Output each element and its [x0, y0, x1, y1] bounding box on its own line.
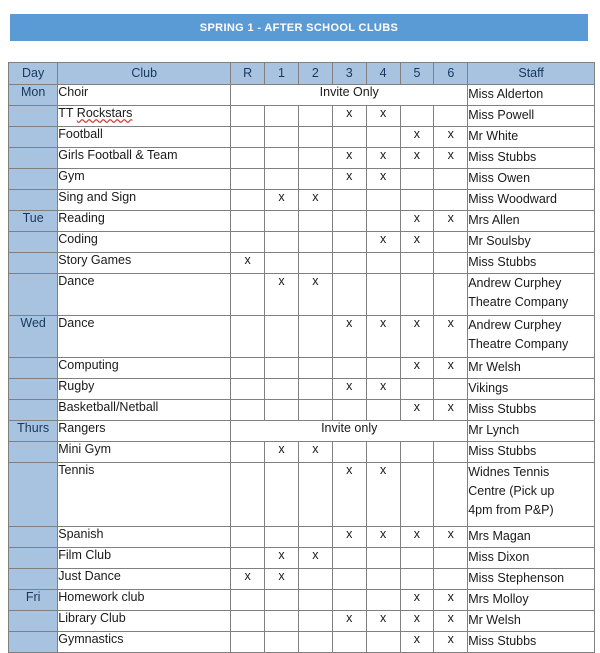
year-tick-4: x — [366, 106, 400, 127]
year-cell-5 — [400, 548, 434, 569]
year-cell-2 — [298, 590, 332, 611]
staff-cell — [468, 232, 595, 253]
staff-line: Miss Stubbs — [468, 150, 537, 164]
table-row — [9, 232, 595, 253]
table-row — [9, 274, 595, 316]
club-name-cell: Gymnastics — [58, 632, 231, 653]
day-cell-empty — [9, 611, 58, 632]
year-cell-2 — [298, 463, 332, 527]
year-cell-2 — [298, 632, 332, 653]
year-tick-6: x — [434, 590, 468, 611]
year-cell-3 — [332, 569, 366, 590]
year-cell-r — [231, 611, 265, 632]
year-cell-3 — [332, 190, 366, 211]
staff-line: Mrs Allen — [468, 213, 520, 227]
day-cell-empty — [9, 232, 58, 253]
column-header-year-5: 5 — [400, 63, 434, 85]
year-cell-3 — [332, 127, 366, 148]
year-cell-2 — [298, 358, 332, 379]
year-tick-r: x — [231, 569, 265, 590]
staff-line: Mr Soulsby — [468, 234, 531, 248]
club-name-cell: Story Games — [58, 253, 231, 274]
year-cell-2 — [298, 379, 332, 400]
club-name-cell: Rugby — [58, 379, 231, 400]
day-cell-empty — [9, 442, 58, 463]
staff-cell — [468, 632, 595, 653]
year-cell-6 — [434, 190, 468, 211]
day-cell-empty — [9, 253, 58, 274]
year-tick-6: x — [434, 611, 468, 632]
staff-cell — [468, 253, 595, 274]
club-name-cell: Girls Football & Team — [58, 148, 231, 169]
year-cell-r — [231, 379, 265, 400]
staff-cell — [468, 106, 595, 127]
year-cell-2 — [298, 232, 332, 253]
page-title-banner — [10, 14, 588, 41]
staff-line: Miss Stubbs — [468, 444, 537, 458]
staff-cell — [468, 442, 595, 463]
year-cell-6 — [434, 569, 468, 590]
table-row — [9, 169, 595, 190]
column-header-staff: Staff — [468, 63, 595, 85]
staff-line: Theatre Company — [468, 337, 569, 351]
year-cell-2 — [298, 316, 332, 358]
table-row — [9, 463, 595, 527]
year-cell-1 — [265, 316, 299, 358]
year-cell-1 — [265, 632, 299, 653]
year-tick-4: x — [366, 463, 400, 527]
year-cell-2 — [298, 169, 332, 190]
year-tick-3: x — [332, 463, 366, 527]
year-cell-1 — [265, 611, 299, 632]
staff-cell — [468, 569, 595, 590]
staff-cell — [468, 148, 595, 169]
year-tick-2: x — [298, 442, 332, 463]
staff-cell — [468, 211, 595, 232]
year-tick-3: x — [332, 316, 366, 358]
year-cell-4 — [366, 548, 400, 569]
year-tick-3: x — [332, 148, 366, 169]
year-tick-5: x — [400, 211, 434, 232]
day-cell-empty — [9, 400, 58, 421]
year-cell-r — [231, 590, 265, 611]
table-row — [9, 253, 595, 274]
club-name-cell: Rangers — [58, 421, 231, 442]
year-cell-1 — [265, 527, 299, 548]
day-cell-empty — [9, 463, 58, 527]
year-cell-6 — [434, 548, 468, 569]
day-cell-empty — [9, 190, 58, 211]
year-cell-6 — [434, 232, 468, 253]
table-row — [9, 632, 595, 653]
year-tick-4: x — [366, 148, 400, 169]
year-tick-6: x — [434, 358, 468, 379]
club-name-cell: Film Club — [58, 548, 231, 569]
year-cell-6 — [434, 442, 468, 463]
year-cell-2 — [298, 211, 332, 232]
club-name-cell: Gym — [58, 169, 231, 190]
table-row — [9, 569, 595, 590]
column-header-year-4: 4 — [366, 63, 400, 85]
day-cell-empty — [9, 527, 58, 548]
page-title: SPRING 1 - AFTER SCHOOL CLUBS — [199, 21, 399, 34]
staff-line: Mr White — [468, 129, 519, 143]
club-name-cell: Coding — [58, 232, 231, 253]
clubs-table-container — [8, 62, 595, 653]
year-tick-5: x — [400, 358, 434, 379]
staff-cell — [468, 548, 595, 569]
table-row — [9, 442, 595, 463]
year-cell-r — [231, 400, 265, 421]
year-cell-4 — [366, 590, 400, 611]
year-cell-4 — [366, 569, 400, 590]
year-cell-r — [231, 527, 265, 548]
year-cell-4 — [366, 632, 400, 653]
year-tick-3: x — [332, 527, 366, 548]
year-cell-1 — [265, 253, 299, 274]
year-cell-4 — [366, 127, 400, 148]
table-header-row — [9, 63, 595, 85]
staff-line: Mrs Molloy — [468, 592, 529, 606]
staff-line: Widnes Tennis — [468, 465, 550, 479]
staff-cell — [468, 379, 595, 400]
year-cell-6 — [434, 253, 468, 274]
table-row — [9, 548, 595, 569]
year-cell-r — [231, 190, 265, 211]
day-cell-empty — [9, 169, 58, 190]
year-tick-r: x — [231, 253, 265, 274]
year-tick-6: x — [434, 148, 468, 169]
year-cell-3 — [332, 274, 366, 316]
club-name-cell: Dance — [58, 316, 231, 358]
year-tick-1: x — [265, 548, 299, 569]
year-tick-6: x — [434, 632, 468, 653]
staff-cell — [468, 463, 595, 527]
table-row — [9, 85, 595, 106]
staff-cell — [468, 590, 595, 611]
year-cell-4 — [366, 211, 400, 232]
year-cell-2 — [298, 253, 332, 274]
day-cell-empty — [9, 106, 58, 127]
year-cell-5 — [400, 106, 434, 127]
year-cell-4 — [366, 442, 400, 463]
year-cell-5 — [400, 169, 434, 190]
day-cell-empty — [9, 358, 58, 379]
club-name-cell: Tennis — [58, 463, 231, 527]
staff-line: Mr Lynch — [468, 423, 520, 437]
year-cell-1 — [265, 358, 299, 379]
year-tick-2: x — [298, 548, 332, 569]
year-tick-3: x — [332, 169, 366, 190]
column-header-year-r: R — [231, 63, 265, 85]
staff-line: Miss Powell — [468, 108, 535, 122]
day-cell-empty — [9, 274, 58, 316]
year-cell-1 — [265, 379, 299, 400]
year-cell-3 — [332, 442, 366, 463]
invite-only-note: Invite only — [231, 421, 468, 442]
staff-line: 4pm from P&P) — [468, 503, 554, 517]
staff-line: Mr Welsh — [468, 613, 521, 627]
year-cell-2 — [298, 611, 332, 632]
staff-line: Centre (Pick up — [468, 484, 555, 498]
year-cell-1 — [265, 232, 299, 253]
club-name-cell: Mini Gym — [58, 442, 231, 463]
club-name-cell: Computing — [58, 358, 231, 379]
staff-cell — [468, 190, 595, 211]
club-name-cell: Dance — [58, 274, 231, 316]
staff-cell — [468, 358, 595, 379]
year-cell-r — [231, 442, 265, 463]
year-cell-6 — [434, 274, 468, 316]
staff-cell — [468, 127, 595, 148]
club-name-cell: Basketball/Netball — [58, 400, 231, 421]
year-cell-5 — [400, 442, 434, 463]
year-cell-2 — [298, 127, 332, 148]
year-tick-2: x — [298, 190, 332, 211]
day-cell-empty — [9, 127, 58, 148]
year-tick-5: x — [400, 611, 434, 632]
year-tick-6: x — [434, 527, 468, 548]
year-cell-r — [231, 274, 265, 316]
year-tick-3: x — [332, 611, 366, 632]
year-cell-3 — [332, 358, 366, 379]
year-cell-5 — [400, 379, 434, 400]
staff-line: Miss Alderton — [468, 87, 544, 101]
year-cell-6 — [434, 106, 468, 127]
year-cell-3 — [332, 590, 366, 611]
year-cell-1 — [265, 463, 299, 527]
invite-only-note: Invite Only — [231, 85, 468, 106]
year-cell-5 — [400, 463, 434, 527]
year-cell-4 — [366, 400, 400, 421]
year-cell-1 — [265, 590, 299, 611]
table-row — [9, 316, 595, 358]
year-cell-4 — [366, 274, 400, 316]
year-cell-5 — [400, 190, 434, 211]
year-tick-1: x — [265, 569, 299, 590]
club-name-cell: Spanish — [58, 527, 231, 548]
after-school-clubs-table — [8, 62, 595, 653]
column-header-year-3: 3 — [332, 63, 366, 85]
table-row — [9, 190, 595, 211]
staff-line: Mrs Magan — [468, 529, 531, 543]
year-cell-2 — [298, 400, 332, 421]
staff-line: Miss Stubbs — [468, 255, 537, 269]
club-name-cell: TT Rockstars — [58, 106, 231, 127]
club-name-cell: Library Club — [58, 611, 231, 632]
year-cell-1 — [265, 400, 299, 421]
year-tick-4: x — [366, 527, 400, 548]
year-cell-3 — [332, 548, 366, 569]
staff-line: Miss Woodward — [468, 192, 557, 206]
table-row — [9, 611, 595, 632]
year-cell-1 — [265, 127, 299, 148]
staff-line: Miss Dixon — [468, 550, 530, 564]
year-cell-2 — [298, 527, 332, 548]
staff-cell — [468, 400, 595, 421]
staff-line: Miss Stubbs — [468, 634, 537, 648]
misspelled-word: Rockstars — [76, 106, 133, 120]
year-tick-4: x — [366, 232, 400, 253]
club-name-cell: Choir — [58, 85, 231, 106]
year-cell-2 — [298, 148, 332, 169]
year-tick-5: x — [400, 632, 434, 653]
year-cell-r — [231, 169, 265, 190]
year-tick-1: x — [265, 190, 299, 211]
year-cell-5 — [400, 569, 434, 590]
staff-cell — [468, 527, 595, 548]
year-tick-6: x — [434, 127, 468, 148]
table-row — [9, 527, 595, 548]
year-tick-5: x — [400, 127, 434, 148]
day-cell-empty — [9, 632, 58, 653]
year-cell-r — [231, 127, 265, 148]
club-name-cell: Football — [58, 127, 231, 148]
year-tick-4: x — [366, 169, 400, 190]
table-row — [9, 211, 595, 232]
year-cell-3 — [332, 632, 366, 653]
table-row — [9, 421, 595, 442]
year-cell-3 — [332, 400, 366, 421]
table-row — [9, 358, 595, 379]
year-cell-1 — [265, 106, 299, 127]
day-cell: Tue — [9, 211, 58, 232]
year-tick-5: x — [400, 527, 434, 548]
year-cell-r — [231, 232, 265, 253]
year-tick-4: x — [366, 316, 400, 358]
club-name-cell: Just Dance — [58, 569, 231, 590]
year-tick-3: x — [332, 106, 366, 127]
year-cell-r — [231, 148, 265, 169]
staff-cell — [468, 169, 595, 190]
year-tick-2: x — [298, 274, 332, 316]
table-row — [9, 106, 595, 127]
table-body — [9, 85, 595, 653]
year-tick-6: x — [434, 211, 468, 232]
year-cell-5 — [400, 274, 434, 316]
year-cell-6 — [434, 169, 468, 190]
year-tick-1: x — [265, 442, 299, 463]
column-header-year-2: 2 — [298, 63, 332, 85]
staff-line: Miss Stephenson — [468, 571, 565, 585]
year-tick-4: x — [366, 379, 400, 400]
year-cell-r — [231, 106, 265, 127]
staff-cell — [468, 421, 595, 442]
year-cell-2 — [298, 106, 332, 127]
year-cell-r — [231, 358, 265, 379]
year-cell-5 — [400, 253, 434, 274]
day-cell: Mon — [9, 85, 58, 106]
staff-line: Miss Owen — [468, 171, 531, 185]
year-cell-4 — [366, 190, 400, 211]
year-cell-4 — [366, 253, 400, 274]
club-name-cell: Reading — [58, 211, 231, 232]
day-cell-empty — [9, 148, 58, 169]
staff-line: Vikings — [468, 381, 509, 395]
year-cell-4 — [366, 358, 400, 379]
table-row — [9, 379, 595, 400]
staff-cell — [468, 316, 595, 358]
club-name-cell: Homework club — [58, 590, 231, 611]
year-tick-1: x — [265, 274, 299, 316]
year-cell-r — [231, 548, 265, 569]
staff-line: Mr Welsh — [468, 360, 521, 374]
table-row — [9, 400, 595, 421]
club-name-cell: Sing and Sign — [58, 190, 231, 211]
year-cell-r — [231, 463, 265, 527]
staff-line: Miss Stubbs — [468, 402, 537, 416]
year-cell-r — [231, 211, 265, 232]
year-cell-3 — [332, 253, 366, 274]
year-cell-r — [231, 316, 265, 358]
year-cell-3 — [332, 211, 366, 232]
table-row — [9, 148, 595, 169]
year-cell-6 — [434, 379, 468, 400]
day-cell: Wed — [9, 316, 58, 358]
staff-cell — [468, 611, 595, 632]
year-tick-5: x — [400, 590, 434, 611]
year-tick-3: x — [332, 379, 366, 400]
year-tick-4: x — [366, 611, 400, 632]
column-header-day: Day — [9, 63, 58, 85]
column-header-year-6: 6 — [434, 63, 468, 85]
day-cell-empty — [9, 548, 58, 569]
year-cell-6 — [434, 463, 468, 527]
year-cell-1 — [265, 211, 299, 232]
staff-cell — [468, 274, 595, 316]
staff-line: Andrew Curphey — [468, 318, 562, 332]
year-cell-1 — [265, 169, 299, 190]
day-cell: Fri — [9, 590, 58, 611]
year-tick-5: x — [400, 400, 434, 421]
year-cell-3 — [332, 232, 366, 253]
year-tick-5: x — [400, 316, 434, 358]
year-cell-1 — [265, 148, 299, 169]
staff-line: Theatre Company — [468, 295, 569, 309]
year-cell-r — [231, 632, 265, 653]
column-header-club: Club — [58, 63, 231, 85]
year-tick-6: x — [434, 316, 468, 358]
year-tick-6: x — [434, 400, 468, 421]
day-cell: Thurs — [9, 421, 58, 442]
staff-cell — [468, 85, 595, 106]
table-row — [9, 590, 595, 611]
year-tick-5: x — [400, 232, 434, 253]
year-cell-2 — [298, 569, 332, 590]
day-cell-empty — [9, 569, 58, 590]
day-cell-empty — [9, 379, 58, 400]
table-row — [9, 127, 595, 148]
column-header-year-1: 1 — [265, 63, 299, 85]
staff-line: Andrew Curphey — [468, 276, 562, 290]
year-tick-5: x — [400, 148, 434, 169]
